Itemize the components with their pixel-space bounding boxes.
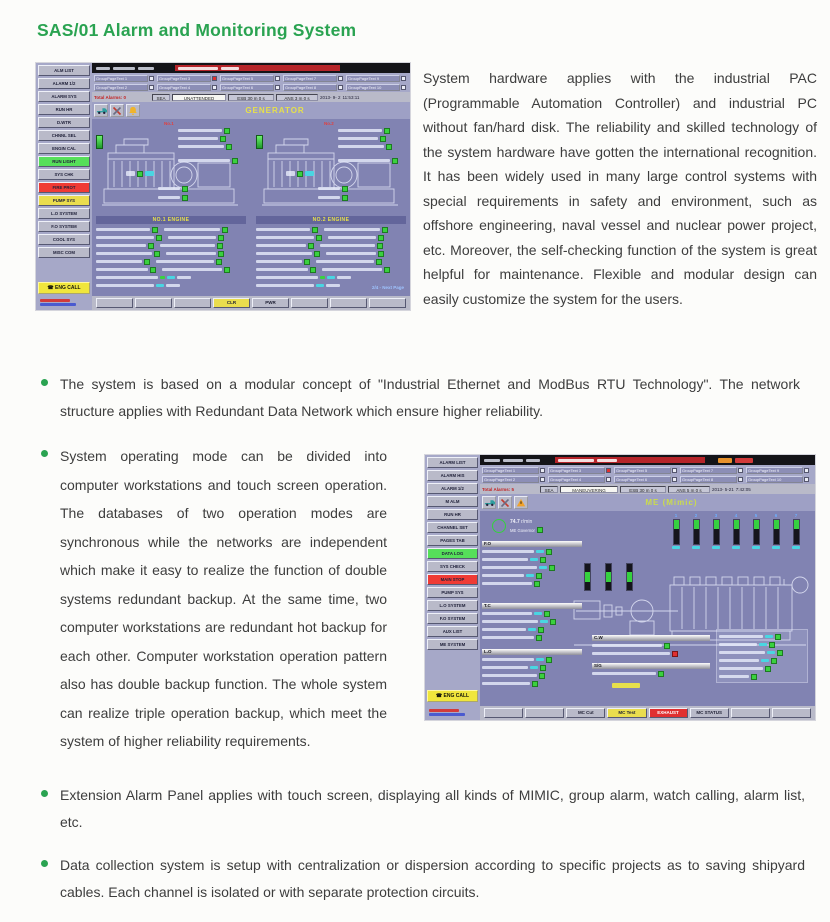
mode-maneuvering: MANEUVERING — [560, 486, 618, 493]
panel-lo — [482, 649, 582, 687]
panel-cw — [592, 635, 710, 657]
sidebar-button: ME SYSTEM — [427, 639, 478, 650]
mode-unattended: UNATTENDED — [172, 94, 226, 101]
cylinder-bar — [713, 519, 720, 545]
group-page-button: GroupPageText 10 — [346, 83, 406, 91]
intro-paragraph: System hardware applies with the industrial PAC (Programmable Automation Controller) and industrial PC without fan/hard disk. The reliability and skilled technology of the system hardware have gotten the international recognition. It has been widely used in many large control systems with special requirements in safety and environment, such as offshore engineering, naval vessel and nuclear power project, etc. Moreover, the self-checking function of the system is great helpful for maintenance. Flexible and modular design can easily customize the system for the users. — [423, 70, 817, 307]
governor-indicator — [537, 527, 543, 533]
warning-icon — [514, 496, 528, 509]
group-page-button: GroupPageText 6 — [614, 475, 677, 483]
sidebar-button: D.WTR — [38, 117, 90, 128]
screen-nav-button — [291, 298, 328, 308]
sidebar-button: F.O SYSTEM — [427, 613, 478, 624]
unit-tag: No.1 — [164, 121, 174, 126]
cylinder-column: 6 — [772, 513, 780, 549]
cylinder-bar — [773, 519, 780, 545]
screen-nav-button: MC Cut — [566, 708, 605, 718]
generator-unit-1 — [92, 119, 250, 215]
cylinder-bar-graph — [672, 513, 800, 549]
screenshot-main-engine-mimic — [425, 455, 815, 720]
phone-icon: ☎ — [47, 285, 54, 291]
rpm-gauge — [492, 519, 543, 533]
bullet-dot — [41, 860, 48, 867]
ans-timer: ANS 5 m 0 s — [668, 486, 710, 493]
unit1-list-header: NO.1 ENGINE — [96, 216, 246, 224]
sidebar-button: AUX LIST — [427, 626, 478, 637]
group-indicator — [275, 85, 280, 90]
group-page-button: GroupPageText 3 — [548, 466, 611, 474]
tools-icon — [498, 496, 512, 509]
mode-sea: SEA — [540, 486, 558, 493]
vendor-logo — [40, 299, 76, 306]
title-bar — [92, 63, 410, 73]
group-indicator — [606, 477, 611, 482]
sidebar-button: MISC COM — [38, 247, 90, 258]
phone-icon: ☎ — [435, 693, 443, 699]
panel-title: L.O — [482, 649, 582, 655]
sidebar-button: PUMP SYS — [427, 587, 478, 598]
sidebar-button: RUN HR — [38, 104, 90, 115]
group-indicator — [401, 85, 406, 90]
group-indicator — [672, 477, 677, 482]
group-indicator — [401, 76, 406, 81]
cylinder-column: 4 — [732, 513, 740, 549]
group-page-button: GroupPageText 2 — [94, 83, 154, 91]
next-page-indicator: 2/4 - Next Page — [371, 285, 404, 290]
unit1-point-list — [96, 226, 246, 289]
alarm-banner — [175, 65, 340, 71]
date: 2013- 5-21 — [712, 486, 734, 492]
group-page-button: GroupPageText 4 — [548, 475, 611, 483]
sidebar-button: CHNNL SEL — [38, 130, 90, 141]
sidebar-button: DATA LOG — [427, 548, 478, 559]
sidebar-button: RUN HR — [427, 509, 478, 520]
cylinder-column: 5 — [752, 513, 760, 549]
bullet-modular-concept: The system is based on a modular concept of "Industrial Ethernet and ModBus RTU Technology". The network structure applies with Redundant Data Network which ensure higher reliability. — [60, 376, 800, 419]
bullet-dot — [41, 790, 48, 797]
panel-title: S/G — [592, 663, 710, 669]
title-bar — [480, 455, 815, 465]
screen2-sidebar — [425, 455, 480, 720]
governor-label: ME Governor — [510, 527, 535, 533]
cylinder-bar — [793, 519, 800, 545]
mode-sea: SEA — [152, 94, 170, 101]
sidebar-button: L.O SYSTEM — [427, 600, 478, 611]
bullet-dot — [41, 450, 48, 457]
screen-nav-button — [135, 298, 172, 308]
group-indicator — [540, 477, 545, 482]
sidebar-button: RUN LIGHT — [38, 156, 90, 167]
screen1-sidebar — [36, 63, 92, 310]
screen-nav-button: CLR — [213, 298, 250, 308]
group-indicator — [804, 477, 809, 482]
screen-nav-button — [96, 298, 133, 308]
sidebar-button: M ALM — [427, 496, 478, 507]
group-page-button: GroupPageText 5 — [220, 74, 280, 82]
bell-icon — [126, 104, 140, 117]
esb-timer: ESB 30 m 0 s — [620, 486, 666, 493]
ans-timer: ANS 3 m 0 s — [276, 94, 318, 101]
sidebar-button: SYS CHK — [38, 169, 90, 180]
sidebar-button: ALARM SYS — [38, 91, 90, 102]
bullet-data-collection: Data collection system is setup with centralization or dispersion according to specific projects as to saving shipyard cables. Each channel is isolated or with separate protection circuits. — [60, 857, 805, 900]
sidebar-button: PAGES TAB — [427, 535, 478, 546]
screen-nav-button: MC STATUS — [690, 708, 729, 718]
screen-nav-button — [484, 708, 523, 718]
unit2-point-list — [256, 226, 406, 289]
time: 11:53:11 — [342, 94, 360, 100]
screen-nav-button — [174, 298, 211, 308]
panel-fo — [482, 541, 582, 587]
group-page-buttons — [480, 465, 815, 484]
date: 2013- 9- 2 — [320, 94, 341, 100]
sidebar-button: ALARM 1/2 — [427, 483, 478, 494]
sidebar-button: COOL SYS — [38, 234, 90, 245]
vendor-logo — [429, 709, 465, 716]
page-title: SAS/01 Alarm and Monitoring System — [37, 20, 357, 40]
group-indicator — [606, 468, 611, 473]
group-page-button: GroupPageText 9 — [746, 466, 809, 474]
bullet-operating-mode: System operating mode can be divided into computer workstations and touch screen operation. The databases of two operation modes are synchronous while the networks are independent which make it easy to realize the function of double systems redundant backup. At the same time, two computer workstations are redundant hot backup for each other. Computer workstation operation pattern also has double backup function. The whole system can realize triple operation backup, which meet the system of higher reliability requirements. — [60, 448, 387, 749]
screen-nav-button — [772, 708, 811, 718]
screen-nav-button — [525, 708, 564, 718]
cylinder-bar — [673, 519, 680, 545]
group-page-button: GroupPageText 1 — [482, 466, 545, 474]
status-bar — [92, 92, 410, 102]
group-indicator — [338, 85, 343, 90]
panel-title: F.O — [482, 541, 582, 547]
group-page-button: GroupPageText 7 — [283, 74, 343, 82]
bottom-button-bar — [92, 296, 410, 310]
group-indicator — [540, 468, 545, 473]
rpm-value: 74.7 — [510, 519, 520, 525]
cylinder-bar — [733, 519, 740, 545]
sidebar-button: ALARM LIST — [427, 457, 478, 468]
sidebar-button: F.O SYSTEM — [38, 221, 90, 232]
group-indicator — [212, 76, 217, 81]
status-bar — [480, 484, 815, 494]
group-indicator — [738, 477, 743, 482]
cylinder-column: 1 — [672, 513, 680, 549]
bullet-dot — [41, 379, 48, 386]
sidebar-button: SYS CHECK — [427, 561, 478, 572]
screen-nav-button — [731, 708, 770, 718]
unit-tag: No.2 — [324, 121, 334, 126]
group-indicator — [338, 76, 343, 81]
sidebar-button: CHANNEL SET — [427, 522, 478, 533]
group-page-button: GroupPageText 4 — [157, 83, 217, 91]
esb-timer: ESB 30 m 0 s — [228, 94, 274, 101]
vehicle-icon — [94, 104, 108, 117]
sidebar-button: L.O SYSTEM — [38, 208, 90, 219]
group-indicator — [149, 85, 154, 90]
screenshot-generator-mimic — [36, 63, 410, 310]
group-page-button: GroupPageText 2 — [482, 475, 545, 483]
screen-nav-button: PWR — [252, 298, 289, 308]
main-engine-mimic-area — [480, 511, 815, 705]
panel-sg — [592, 663, 710, 677]
toolbar — [480, 494, 815, 511]
sidebar-button: MAIN STOP — [427, 574, 478, 585]
status-chip-red — [735, 458, 753, 463]
sidebar-button: PUMP SYS — [38, 195, 90, 206]
group-page-button: GroupPageText 9 — [346, 74, 406, 82]
group-page-button: GroupPageText 10 — [746, 475, 809, 483]
sidebar-button: ALARM HIS — [427, 470, 478, 481]
group-indicator — [672, 468, 677, 473]
generator-unit-2 — [252, 119, 410, 215]
group-indicator — [804, 468, 809, 473]
unit2-list-header: NO.2 ENGINE — [256, 216, 406, 224]
cylinder-bar — [693, 519, 700, 545]
eng-call-button: ☎ ENG CALL — [38, 282, 90, 294]
sidebar-button: ALM LIST — [38, 65, 90, 76]
bullet-extension-alarm-panel: Extension Alarm Panel applies with touch screen, displaying all kinds of MIMIC, group alarm, watch calling, alarm list, etc. — [60, 787, 805, 830]
panel-me-values — [716, 629, 808, 683]
group-page-button: GroupPageText 8 — [283, 83, 343, 91]
group-page-button: GroupPageText 8 — [680, 475, 743, 483]
rpm-unit: r/min — [521, 519, 533, 525]
gauge-ring — [492, 519, 506, 533]
cylinder-column: 2 — [692, 513, 700, 549]
eng-call-button: ☎ ENG CALL — [427, 690, 478, 702]
sidebar-button: ENGIN CAL — [38, 143, 90, 154]
total-alarms: Total Alarms: 0 — [94, 94, 127, 100]
group-page-button: GroupPageText 1 — [94, 74, 154, 82]
toolbar — [92, 102, 410, 119]
status-chip-orange — [718, 458, 732, 463]
vehicle-icon — [482, 496, 496, 509]
cylinder-column: 7 — [792, 513, 800, 549]
generator-mimic-area — [92, 119, 410, 295]
bottom-button-bar — [480, 706, 815, 720]
panel-tc — [482, 603, 582, 641]
group-page-button: GroupPageText 7 — [680, 466, 743, 474]
group-page-button: GroupPageText 6 — [220, 83, 280, 91]
total-alarms: Total Alarms: 5 — [482, 486, 515, 492]
screen-nav-button — [330, 298, 367, 308]
group-page-buttons — [92, 73, 410, 92]
cylinder-bar — [753, 519, 760, 545]
screen-nav-button: MC Test — [607, 708, 646, 718]
panel-title: C.W — [592, 635, 710, 641]
group-indicator — [738, 468, 743, 473]
group-indicator — [149, 76, 154, 81]
sidebar-button: ALARM 1/2 — [38, 78, 90, 89]
group-page-button: GroupPageText 5 — [614, 466, 677, 474]
group-indicator — [275, 76, 280, 81]
time: 7:42:05 — [735, 486, 751, 492]
screen-nav-button: EXHAUST — [649, 708, 688, 718]
sidebar-button: FIRE PROT — [38, 182, 90, 193]
screen-nav-button — [369, 298, 406, 308]
cylinder-column: 3 — [712, 513, 720, 549]
group-page-button: GroupPageText 3 — [157, 74, 217, 82]
group-indicator — [212, 85, 217, 90]
panel-title: T.C — [482, 603, 582, 609]
mimic-title: GENERATOR — [245, 106, 305, 115]
mimic-title: ME (Mimic) — [645, 498, 698, 507]
alarm-banner — [555, 457, 705, 463]
tools-icon — [110, 104, 124, 117]
